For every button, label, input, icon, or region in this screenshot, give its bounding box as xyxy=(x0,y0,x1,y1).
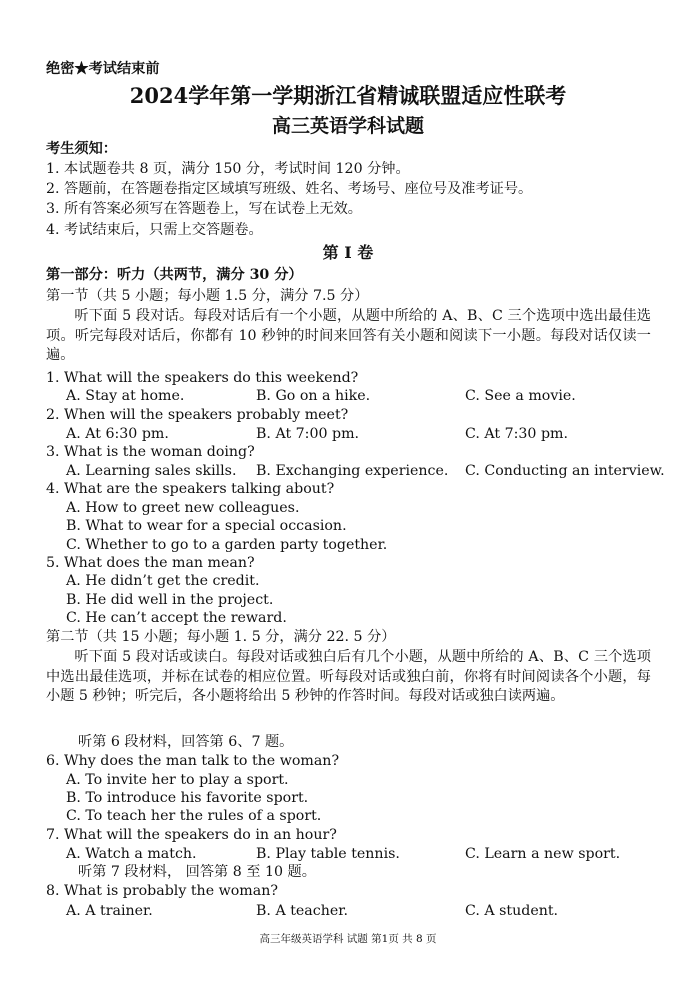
notice-item: 1. 本试题卷共 8 页，满分 150 分，考试时间 120 分钟。 xyxy=(46,161,410,177)
section2-instructions: 听下面 5 段对话或读白。每段对话或独白后有几个小题，从题中所给的 A、B、C 三个选项中选出最佳选项，并标在试卷的相应位置。听每段对话或独白前，你将有时间阅读各个小题，每小题 5 秒钟；听完后，各小题将给出 5 秒钟的作答时间。每段对话或独白读两遍。 xyxy=(46,649,651,704)
option-c: C. He can’t accept the reward. xyxy=(66,610,287,626)
confidential-label: 绝密★考试结束前 xyxy=(46,61,160,77)
notice-item: 4. 考试结束后，只需上交答题卷。 xyxy=(46,222,263,238)
question-stem: 4. What are the speakers talking about? xyxy=(46,481,335,497)
part1-heading: 第一部分：听力（共两节，满分 30 分） xyxy=(46,267,303,283)
option-c: C. At 7:30 pm. xyxy=(465,426,568,442)
option-a: A. To invite her to play a sport. xyxy=(66,772,289,788)
option-b: B. Play table tennis. xyxy=(256,846,400,862)
option-b: B. Exchanging experience. xyxy=(256,463,449,479)
option-c: C. Learn a new sport. xyxy=(465,846,621,862)
question-stem: 2. When will the speakers probably meet? xyxy=(46,407,349,423)
question-stem: 7. What will the speakers do in an hour? xyxy=(46,827,337,843)
volume-heading: 第 I 卷 xyxy=(322,243,374,262)
question-stem: 6. Why does the man talk to the woman? xyxy=(46,753,340,769)
option-b: B. To introduce his favorite sport. xyxy=(66,790,309,806)
notice-heading: 考生须知： xyxy=(46,141,117,157)
section1-heading: 第一节（共 5 小题；每小题 1.5 分，满分 7.5 分） xyxy=(46,288,369,304)
section1-instructions: 听下面 5 段对话。每段对话后有一个小题，从题中所给的 A、B、C 三个选项中选出最佳选项。听完每段对话后，你都有 10 秒钟的时间来回答有关小题和阅读下一小题。每段对话仅读一遍。 xyxy=(46,308,651,363)
section2-heading: 第二节（共 15 小题；每小题 1. 5 分，满分 22. 5 分） xyxy=(46,629,396,645)
option-c: C. A student. xyxy=(465,903,559,919)
option-b: B. What to wear for a special occasion. xyxy=(66,518,347,534)
option-b: B. He did well in the project. xyxy=(66,592,274,608)
option-c: C. Whether to go to a garden party together. xyxy=(66,537,388,553)
notice-item: 3. 所有答案必须写在答题卷上，写在试卷上无效。 xyxy=(46,201,362,217)
option-b: B. Go on a hike. xyxy=(256,388,371,404)
option-a: A. Watch a match. xyxy=(66,846,197,862)
option-a: A. He didn’t get the credit. xyxy=(66,573,260,589)
exam-subtitle: 高三英语学科试题 xyxy=(271,115,424,137)
option-a: A. A trainer. xyxy=(66,903,153,919)
option-b: B. At 7:00 pm. xyxy=(256,426,360,442)
option-a: A. Learning sales skills. xyxy=(66,463,237,479)
option-b: B. A teacher. xyxy=(256,903,348,919)
option-c: C. To teach her the rules of a sport. xyxy=(66,808,322,824)
question-stem: 1. What will the speakers do this weekend? xyxy=(46,370,359,386)
option-a: A. How to greet new colleagues. xyxy=(66,500,300,516)
notice-item: 2. 答题前，在答题卷指定区域填写班级、姓名、考场号、座位号及准考证号。 xyxy=(46,181,533,197)
option-a: A. At 6:30 pm. xyxy=(66,426,169,442)
material-note: 听第 7 段材料， 回答第 8 至 10 题。 xyxy=(78,864,316,880)
option-c: C. Conducting an interview. xyxy=(465,463,665,479)
material-note: 听第 6 段材料，回答第 6、7 题。 xyxy=(78,734,294,750)
option-a: A. Stay at home. xyxy=(66,388,185,404)
exam-title: 2024学年第一学期浙江省精诚联盟适应性联考 xyxy=(129,83,567,108)
option-c: C. See a movie. xyxy=(465,388,576,404)
page-footer: 高三年级英语学科 试题 第1页 共 8 页 xyxy=(259,933,437,945)
question-stem: 3. What is the woman doing? xyxy=(46,444,255,460)
question-stem: 5. What does the man mean? xyxy=(46,555,255,571)
question-stem: 8. What is probably the woman? xyxy=(46,883,278,899)
